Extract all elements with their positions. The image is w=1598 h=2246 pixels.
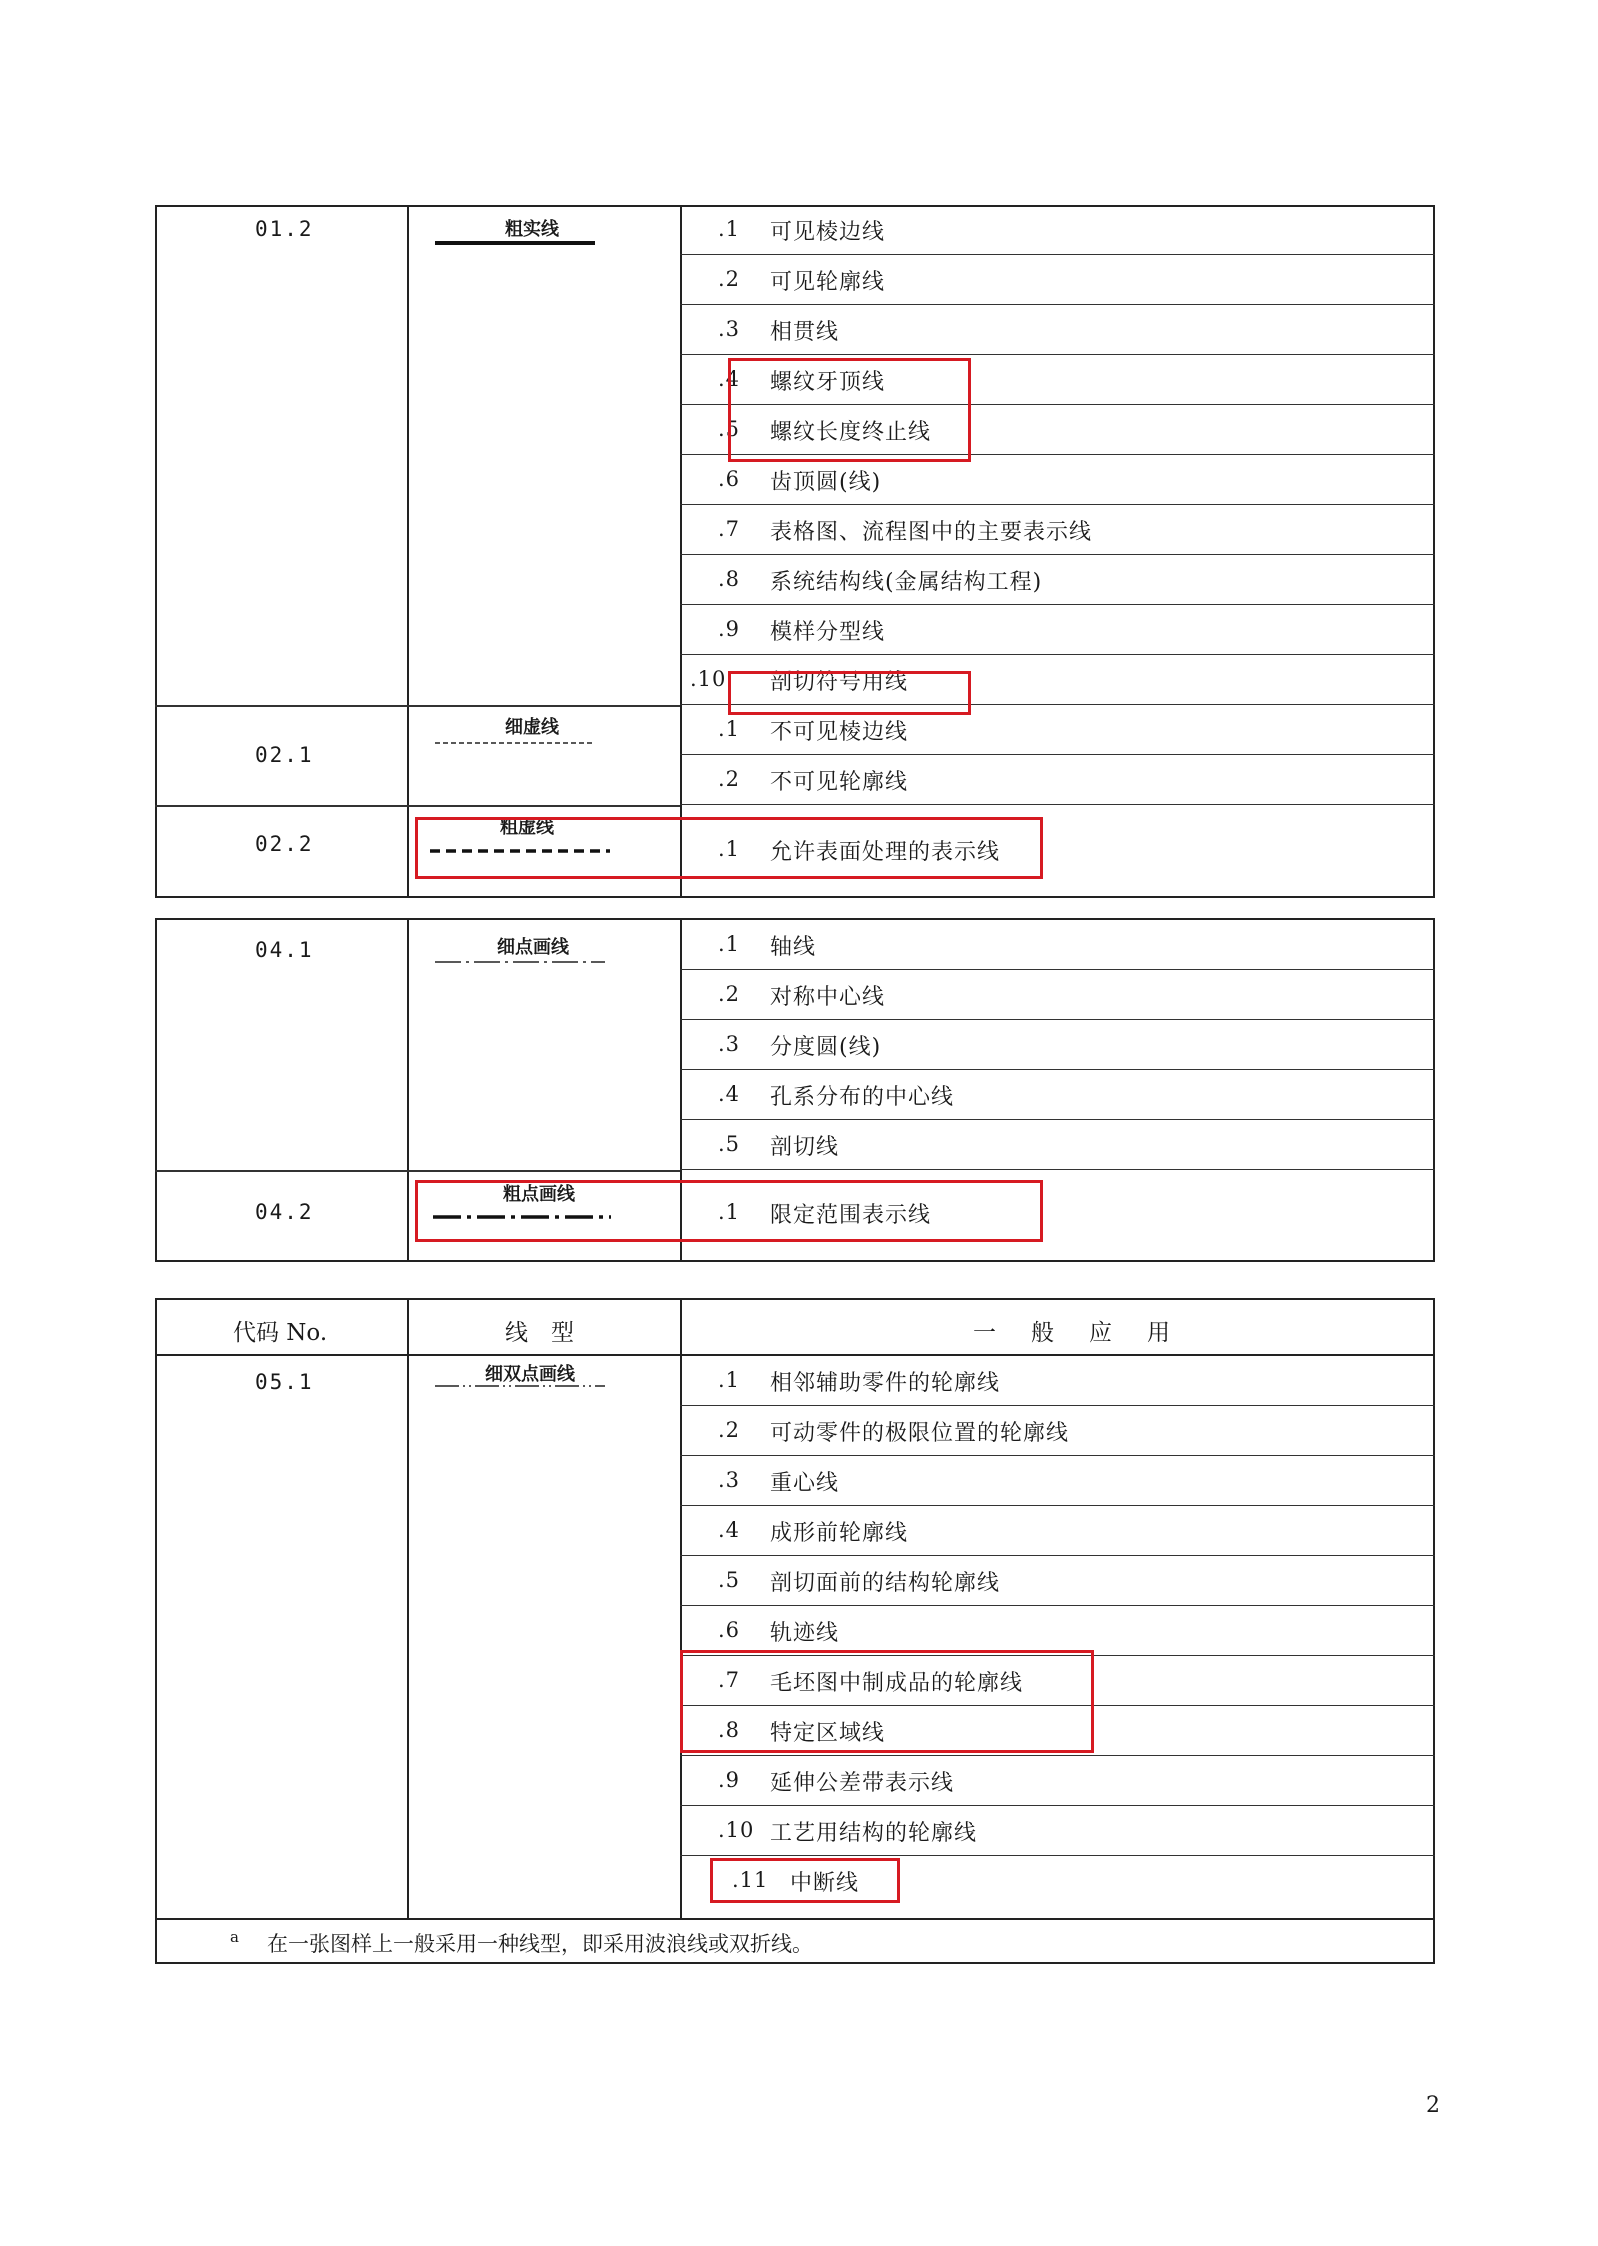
list-item: .1 限定范围表示线 bbox=[718, 1200, 932, 1228]
column-divider bbox=[155, 918, 157, 1262]
line-type-name: 粗虚线 bbox=[500, 817, 554, 838]
list-item: .4 孔系分布的中心线 bbox=[680, 1070, 1435, 1120]
list-item: .3 分度圆(线) bbox=[680, 1020, 1435, 1070]
list-item: .6 轨迹线 bbox=[680, 1606, 1435, 1656]
code-cell: 04.2 bbox=[255, 1200, 314, 1224]
list-item: .9 延伸公差带表示线 bbox=[680, 1756, 1435, 1806]
code-cell: 04.1 bbox=[255, 938, 314, 962]
table-bottom-border bbox=[155, 1260, 1435, 1262]
table-line-types-1 bbox=[155, 205, 1435, 898]
list-item: .2 不可见轮廓线 bbox=[680, 755, 1435, 805]
thick-dash-dot-line-sample bbox=[433, 1217, 611, 1223]
code-cell: 02.1 bbox=[255, 743, 314, 767]
group-separator bbox=[155, 805, 680, 807]
list-item: .1 不可见棱边线 bbox=[680, 705, 1435, 755]
line-type-name: 细点画线 bbox=[497, 937, 569, 958]
list-item: .7 毛坯图中制成品的轮廓线 bbox=[680, 1656, 1435, 1706]
footnote-mark: a bbox=[230, 1928, 239, 1946]
page-number: 2 bbox=[1426, 2093, 1440, 2118]
list-item: .1 相邻辅助零件的轮廓线 bbox=[680, 1356, 1435, 1406]
group-separator bbox=[155, 705, 680, 707]
thick-solid-line-sample bbox=[435, 243, 595, 249]
table-bottom-border bbox=[155, 896, 1435, 898]
list-item: .2 对称中心线 bbox=[680, 970, 1435, 1020]
list-item: .8 系统结构线(金属结构工程) bbox=[680, 555, 1435, 605]
thin-dash-dot-line-sample bbox=[435, 962, 605, 966]
column-divider bbox=[407, 1298, 409, 1918]
code-cell: 05.1 bbox=[255, 1370, 314, 1394]
list-item: .11 中断线 bbox=[732, 1868, 860, 1896]
table-line-types-2 bbox=[155, 918, 1435, 1262]
list-item: .1 可见棱边线 bbox=[680, 205, 1435, 255]
header-code: 代码 No. bbox=[233, 1320, 328, 1346]
table-line-types-3 bbox=[155, 1298, 1435, 1964]
list-item: .5 剖切线 bbox=[680, 1120, 1435, 1170]
thin-double-dash-dot-line-sample bbox=[435, 1386, 605, 1390]
table-header bbox=[155, 1298, 1435, 1356]
column-divider bbox=[407, 918, 409, 1262]
line-type-name: 粗点画线 bbox=[503, 1184, 575, 1205]
code-cell: 02.2 bbox=[255, 832, 314, 856]
line-type-name: 粗实线 bbox=[505, 219, 559, 240]
list-item: .4 螺纹牙顶线 bbox=[680, 355, 1435, 405]
group-separator bbox=[155, 1170, 680, 1172]
thick-dashed-line-sample bbox=[430, 851, 610, 857]
list-item: .5 螺纹长度终止线 bbox=[680, 405, 1435, 455]
thin-dashed-line-sample bbox=[435, 743, 595, 747]
column-divider bbox=[155, 1298, 157, 1964]
header-usage: 一 般 应 用 bbox=[973, 1320, 1176, 1346]
list-item: .10 工艺用结构的轮廓线 bbox=[680, 1806, 1435, 1856]
list-item: .10 剖切符号用线 bbox=[680, 655, 1435, 705]
footnote bbox=[155, 1920, 1435, 1966]
table-bottom-border bbox=[155, 1962, 1435, 1964]
line-type-name: 细虚线 bbox=[505, 717, 559, 738]
list-item: .8 特定区域线 bbox=[680, 1706, 1435, 1756]
list-item: .5 剖切面前的结构轮廓线 bbox=[680, 1556, 1435, 1606]
list-item: .1 轴线 bbox=[680, 920, 1435, 970]
list-item: .7 表格图、流程图中的主要表示线 bbox=[680, 505, 1435, 555]
list-item: .3 相贯线 bbox=[680, 305, 1435, 355]
header-line-type: 线 型 bbox=[505, 1320, 574, 1346]
list-item: .6 齿顶圆(线) bbox=[680, 455, 1435, 505]
list-item: .9 模样分型线 bbox=[680, 605, 1435, 655]
list-item: .2 可动零件的极限位置的轮廓线 bbox=[680, 1406, 1435, 1456]
column-divider bbox=[155, 205, 157, 898]
column-divider bbox=[407, 205, 409, 898]
code-cell: 01.2 bbox=[255, 217, 314, 241]
list-item: .1 允许表面处理的表示线 bbox=[718, 837, 1001, 865]
list-item: .3 重心线 bbox=[680, 1456, 1435, 1506]
list-item: .4 成形前轮廓线 bbox=[680, 1506, 1435, 1556]
list-item: .2 可见轮廓线 bbox=[680, 255, 1435, 305]
footnote-text: 在一张图样上一般采用一种线型，即采用波浪线或双折线。 bbox=[267, 1932, 813, 1956]
line-type-name: 细双点画线 bbox=[485, 1364, 575, 1385]
